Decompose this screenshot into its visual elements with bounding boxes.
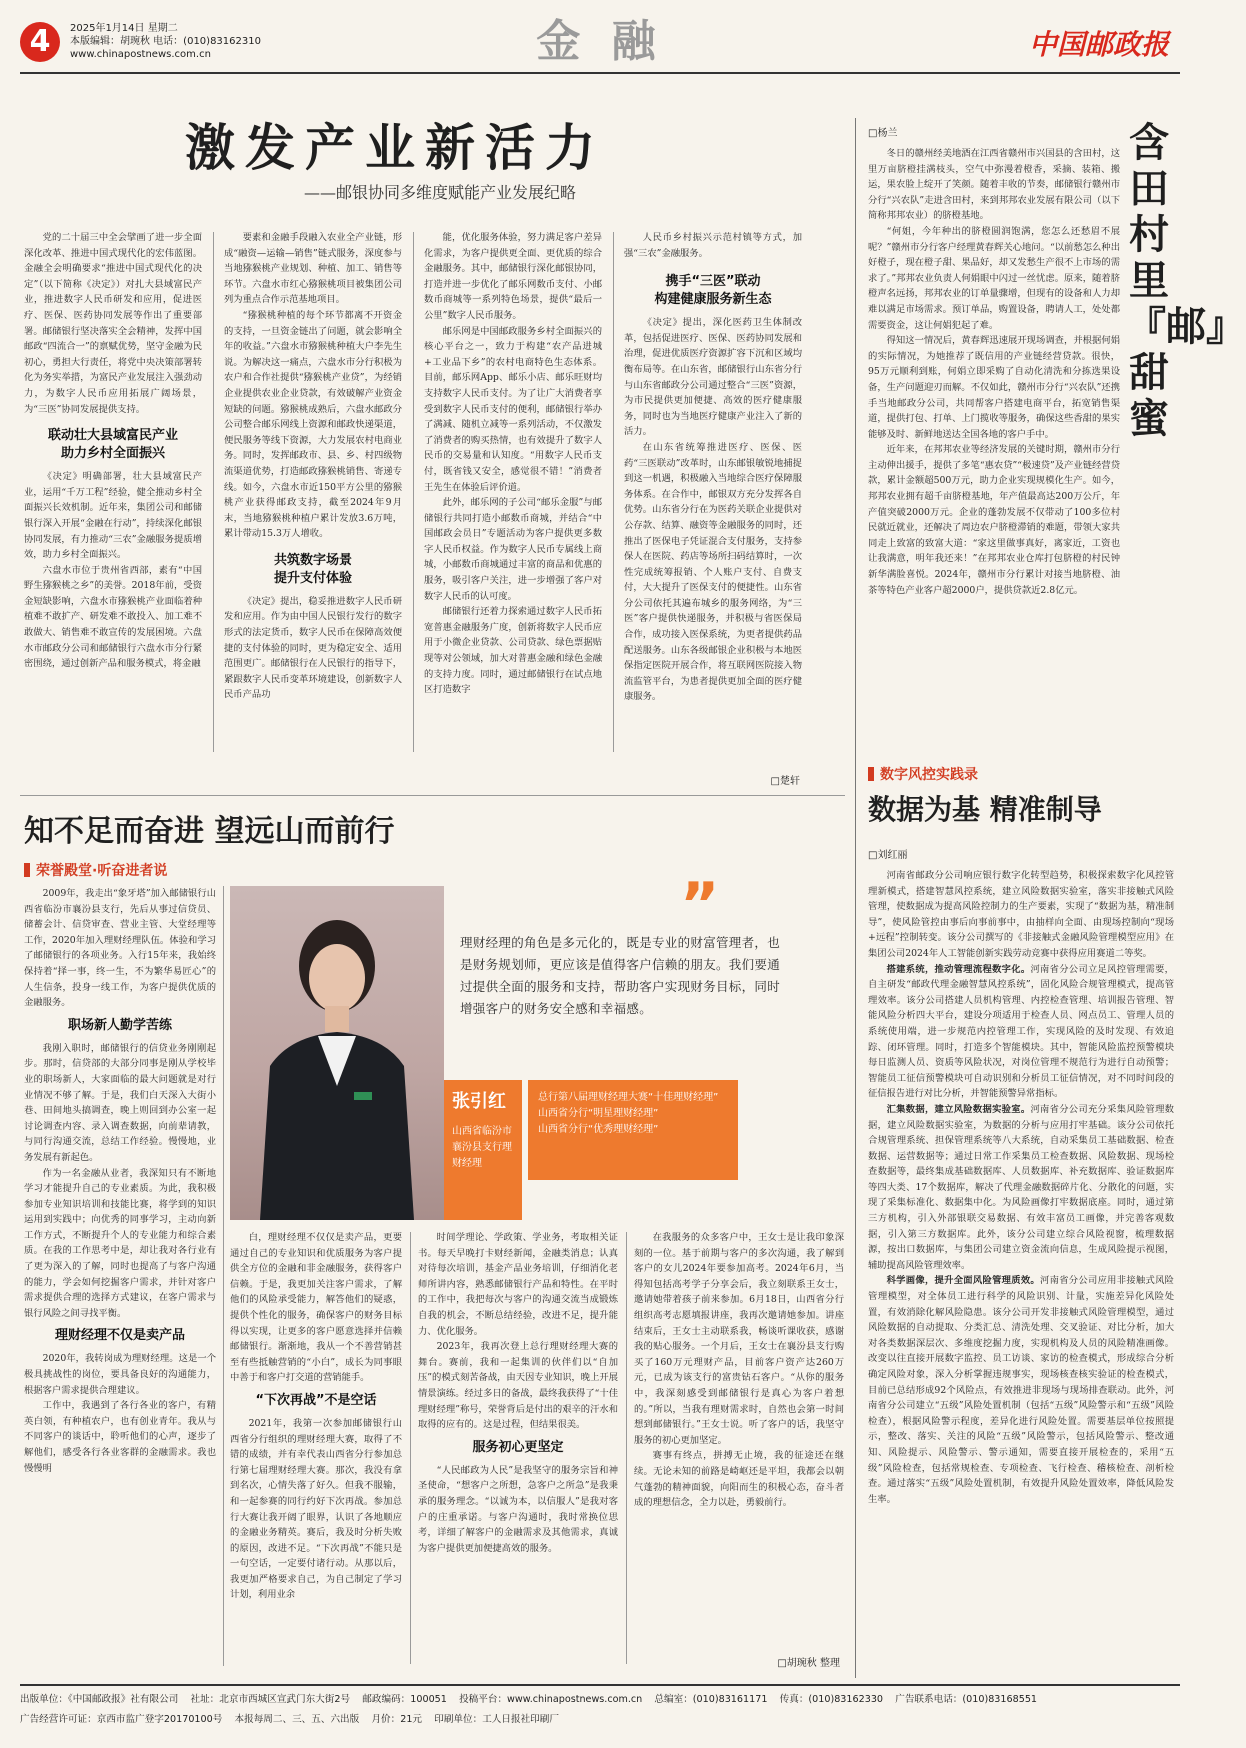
article2-column-3 (418, 1230, 618, 1670)
newspaper-logo: 中国邮政报 (1028, 28, 1169, 61)
sidebar2-tag (868, 764, 978, 784)
article2-paragraph: 赛事有终点，拼搏无止境，我的征途还在继续。无论未知的前路是崎岖还是平坦，我都会以朝气蓬勃的精神面貌，向阳而生的积极心态，奋斗者成的理想信念，全力以赴，勇毅前行。 (634, 1450, 844, 1509)
article1-paragraph: 能，优化服务体验，努力满足客户差异化需求，为客户提供更全面、更优质的综合金融服务。其中，邮储银行深化邮银协同，打造并进一步优化了邮乐网数币支付、小邮数币商城等一系列特色场景，提供“最后一公里”数字人民币服务。 (424, 232, 602, 321)
article2-paragraph: 在我服务的众多客户中，王女士是让我印象深刻的一位。基于前期与客户的多次沟通，我了解到客户的女儿2024年要参加高考。2024年6月，当得知包括高考学子分享会后，我立刻联系王女士，邀请她带着孩子前来参加。6月18日，山西省分行组织高考志愿填报讲座，我再次邀请她参加。讲座结束后，王女士主动联系我，畅谈听课收获，感谢我的贴心服务。一个月后，王女士在襄汾县支行购买了160万元理财产品，目前客户资产达260万元，已成为该支行的富贵钻石客户。“从你的服务中，我深刻感受到邮储银行是真心为客户着想的。”所以，当我有理财需求时，自然也会第一时间想到邮储银行。”王女士说。听了客户的话，我坚守服务的初心更加坚定。 (634, 1232, 844, 1446)
article2-tag (24, 860, 167, 880)
article2-paragraph: 时间学理论、学政策、学业务，考取相关证书。每天早晚打卡财经新闻，金融类消息；认真对待每次培训，基金产品业务培训，仔细消化老师所讲内容，熟悉邮储银行产品和特性。在平时的工作中，我把每次与客户的沟通交流当成锻炼自我的机会，不断总结经验，改进不足，提升能力、优化服务。 (418, 1232, 618, 1337)
article2-paragraph: 2020年，我转岗成为理财经理。这是一个极具挑战性的岗位，要具备良好的沟通能力，根据客户需求提供合理建议。 (24, 1353, 216, 1396)
article2-author: □胡琬秋 整理 (777, 1658, 840, 1669)
article1-column-2 (224, 230, 402, 770)
column-divider (410, 1232, 411, 1664)
article1-column-3 (424, 230, 602, 770)
article1-paragraph: 《决定》明确部署，壮大县域富民产业，运用“千万工程”经验，健全推动乡村全面振兴长效机制。近年来，集团公司和邮储银行深入开展“金融在行动”，持续深化邮银协同发展，有力推动“三农”金融服务提质增效，助力乡村全面振兴。 (24, 471, 202, 561)
sidebar1-body (868, 146, 1120, 726)
article2-paragraph: 2009年，我走出“象牙塔”加入邮储银行山西省临汾市襄汾县支行，先后从事过信贷员、储蓄会计、信贷审查、营业主管、大堂经理等工作，2020年加入理财经理队伍。体验和学习了邮储银行的各项业务。入行15年来，我始终保持着“择一事，终一生，不为繁华易匠心”的人生信条，投身一线工作，为客户提供优质的金融服务。 (24, 888, 216, 1009)
article2-title: 知不足而奋进 望远山而前行 (24, 814, 395, 849)
article2-paragraph: “人民邮政为人民”是我坚守的服务宗旨和神圣使命，“想客户之所想，急客户之所急”是我秉承的服务理念。“以诚为本，以信服人”是我对客户的庄重承诺。与客户沟通时，我时常换位思考，详细了解客户的金融需求及其他需求，真诚为客户提供更加便捷高效的服务。 (418, 1464, 618, 1554)
article1-paragraph: 人民币乡村振兴示范村镇等方式，加强“三农”金融服务。 (624, 232, 802, 259)
tag-marker (24, 863, 30, 877)
profile-org: 山西省临汾市襄汾县支行理财经理 (452, 1126, 512, 1169)
sidebar2-item (868, 962, 1174, 1102)
article1-title: 激发产业新活力 (185, 118, 605, 177)
article1-paragraph: 党的二十届三中全会擘画了进一步全面深化改革、推进中国式现代化的宏伟蓝图。金融全会明确要求“推进中国式现代化的决定”（以下简称《决定》）对扎大县域富民产业，推进数字人民币研发和应用，促进医疗、医保、医药协同发展等作出了重要部署。邮储银行坚决落实全会精神，发挥中国邮政“四流合一”的禀赋优势，坚守金融为民初心，勇担大行责任，将党中央决策部署转化为务实举措，为富民产业发展注入强劲动力，为数字人民币应用拓展广阔场景，为“三医”协同发展提供支持。 (24, 232, 202, 415)
article2-column-2 (230, 1230, 402, 1670)
article2-subheading: 职场新人勤学苦练 (67, 1017, 172, 1033)
sidebar2-item-text: 河南省分公司充分采集风险管理数据，建立风险数据实验室，为数据的分析与应用打牢基础。该分公司依托合规管理系统、担保管理系统等八大系统，自动采集员工基础数据、检查数据、运营数据等；通过日常工作采集员工检查数据、风险数据、现场检查数据等，最终集成基础数据库、人员数据库、补充数据库、验证数据库等四大类、17个数据库，解决了代理金融数据碎片化、分散化的问题，实现了采集标准化、数据集中化。为风险画像打牢数据底座。同时，通过第三方机构，引入外部银联交易数据、有效丰富员工画像，并完善客观数据，引入第三方数据库。此外，该分公司建立综合风险视窗，梳理数据源，按出口数据库，与集团公司建立资金流向信息，生成风险提示视图，辅助提高风险管理效率。 (868, 1103, 1174, 1271)
sidebar1-paragraph: 近年来，在邦邦农业等经济发展的关键时期，赣州市分行主动伸出援手，提供了多笔“惠农贷”“极速贷”及产业链经营贷款，累计金额超500万元，助力企业实现规模化生产。如今，邦邦农业拥有超千亩脐橙基地，年产值最高达200万公斤，年产值突破2000万元。企业的蓬勃发展不仅带动了100多位村民就近就业，还解决了周边农户脐橙滞销的难题，带领大家共同走上致富的致富大道：“家这里做事真好，离家近，工资也让我满意，明年我还来！”在邦邦农业仓库打包脐橙的村民钟新华满脸喜悦。2024年，赣州市分行累计对接当地脐橙、油茶等特色产业客户超2000户，提供贷款近2.8亿元。 (868, 444, 1120, 596)
article1-column-4 (624, 230, 802, 770)
article1-paragraph: 《决定》提出，稳妥推进数字人民币研发和应用。作为由中国人民银行发行的数字形式的法定货币，数字人民币在保障高效便捷的支付体验的同时，更为稳定安全、适用范围更广。邮储银行在人民银行的指导下，紧跟数字人民币变革环境建设，创新数字人民币产品功 (224, 595, 402, 701)
sidebar2-item (868, 1273, 1174, 1507)
profile-name: 张引红 (452, 1091, 506, 1112)
article2-paragraph: 工作中，我遇到了各行各业的客户，有精英白领，有种植农户，也有创业青年。我从与不同客户的谈话中，聆听他们的心声，逐步了解他们，感受各行各业客群的金融需求。我也慢慢明 (24, 1400, 216, 1474)
article2-subheading: 理财经理不仅是卖产品 (54, 1328, 185, 1344)
article1-subheading: 联动壮大县域富民产业 助力乡村全面振兴 (47, 428, 178, 462)
section-title: 金 融 (536, 16, 664, 67)
header-rule (20, 72, 1180, 74)
honor-item: 山西省分行“明星理财经理” (538, 1108, 659, 1119)
article1-subtitle: ——邮银协同多维度赋能产业发展纪略 (303, 183, 576, 202)
footer-rule (20, 1684, 1180, 1686)
pull-quote: 理财经理的角色是多元化的，既是专业的财富管理者，也是财务规划师，更应该是值得客户信赖的朋友。我们要通过提供全面的服务和支持，帮助客户实现财务目标，同时增强客户的财务安全感和幸福感。 (460, 935, 781, 1016)
person-silhouette-icon (230, 886, 444, 1220)
article1-column-1 (24, 230, 202, 770)
sidebar1-paragraph: 得知这一情况后，黄春辉迅速展开现场调查，并根据何娟的实际情况，为她推荐了既信用的产业链经营贷款。很快，95万元顺利到账，何娟立即采购了自动化清洗和分拣选果设备，生产问题迎刃而解。不仅如此，赣州市分行“兴农队”还携手当地邮政分公司，共同帮客户搭建电商平台，拓宽销售渠道，提供打包、打单、上门揽收等服务，确保这些香甜的果实能够及时、新鲜地送达全国各地的客户手中。 (868, 335, 1120, 440)
page-number-badge (20, 22, 60, 62)
column-divider (223, 886, 224, 1666)
editor-line: 本版编辑：胡琬秋 电话：(010)83162310 (70, 36, 261, 47)
sidebar1-title: 含田村里『邮』甜蜜 (1126, 119, 1246, 442)
article2-top-rule (20, 795, 845, 796)
article2-paragraph: 2023年，我再次登上总行理财经理大赛的舞台。赛前，我和一起集训的伙伴们以“自加压”的模式刻苦备战，由天因专业知识，晚上开展情景演练。经过多日的备战，最终我获得了“十佳理财经理”称号，荣誉背后是付出的艰辛的汗水和取得的应有的。这是过程，但结果很美。 (418, 1341, 618, 1431)
article2-paragraph: 作为一名金融从业者，我深知只有不断地学习才能提升自己的专业素质。为此，我积极参加专业知识培训和技能比赛，将学到的知识运用到实践中；向优秀的同事学习，主动向新工作方式，不断提升个人的专业能力和综合素质。在我的工作思考中是，却让我对各行业有了更为深入的了解，同时也提高了与客户沟通的能力，学会如何挖掘客户需求，并针对客户需求提供合理的选择方式建议，在客户需求与银行风险之间寻找平衡。 (24, 1167, 216, 1319)
sidebar2-author: □刘红丽 (868, 850, 908, 861)
issue-date: 2025年1月14日 星期二 (70, 23, 178, 34)
article2-subheading: 服务初心更坚定 (472, 1439, 564, 1455)
column-divider (413, 232, 414, 752)
article1-paragraph: 邮乐网是中国邮政服务乡村全面振兴的核心平台之一，致力于构建“农产品进城+工业品下乡”的农村电商特色生态体系。目前，邮乐网App、邮乐小店、邮乐旺财均支持数字人民币支付。为了让广大消费者享受到数字人民币支付的便利，邮储银行举办了满减、随机立减等一系列活动，不仅激发了消费者的购买热情，也有效提升了数字人民币的交易量和认知度。“用数字人民币支付，既省钱又安全，感觉很不错！”消费者王先生在体验后评价道。 (424, 325, 602, 493)
sidebar1-paragraph: “何姐，今年种出的脐橙圆润饱满，您怎么还愁眉不展呢？”赣州市分行客户经理黄春辉关心地问。“以前愁怎么种出好橙子，现在橙子甜、果品好，却又发愁生产很不上市场的需求了。”邦邦农业负责人何娟眼中闪过一丝忧虑。原来，随着脐橙声名远扬，邦邦农业的订单量骤增，但现有的设备和人力却难以满足市场需求。预订单品，购置设备，聘请人工，处处都需要资金，这让何娟犯起了难。 (868, 225, 1120, 331)
portrait-photo (230, 886, 444, 1220)
sidebar2-item-lead: 搭建系统，推动管理流程数字化。 (886, 963, 1031, 975)
sidebar2-tag-text: 数字风控实践录 (880, 767, 978, 783)
honor-item: 总行第八届理财经理大赛“十佳理财经理” (538, 1092, 719, 1103)
article1-paragraph: 要素和金融手段融入农业全产业链，形成“融资—运输—销售”链式服务，深度参与当地猕猴桃产业规划、种植、加工、销售等环节。六盘水市红心猕猴桃项目被集团公司列为重点合作示范基地项目。 (224, 232, 402, 306)
sidebar2-item-lead: 汇集数据，建立风险数据实验室。 (886, 1103, 1031, 1115)
footer-license-line: 广告经营许可证：京西市监广登字20170100号 本报每周二、三、五、六出版 月价：21元 印刷单位：工人日报社印刷厂 (20, 1714, 559, 1725)
sidebar2-title: 数据为基 精准制导 (868, 793, 1102, 826)
article1-author: □楚轩 (770, 776, 800, 787)
article2-column-1 (24, 886, 216, 1674)
article2-column-4 (634, 1230, 844, 1650)
sidebar2-item-text: 河南省分公司立足风控管理需要，自主研发“邮政代理金融智慧风控系统”，固化风险合规管理模式，提高管理效率。该分公司搭建人员机构管理、内控检查管理、培训报告管理、智能风险分析四大平台，建设分项适用于检查人员、网点员工、管理人员的系统使用端，进一步规范内控管理工作，实现风险的及时发现、有效追踪、闭环管理。同时，打造多个智能模块。其中，智能风险监控预警模块每日监测人员、资质等风险状况，对岗位管理不规范行为进行自动预警；智能员工征信预警模块可自动识别和分析员工征信情况，对不同时间段的征信报告进行对比分析，并智能预警异常指标。 (868, 963, 1174, 1100)
sidebar2-body (868, 868, 1174, 1678)
column-divider (213, 232, 214, 752)
article1-paragraph: 六盘水市位于贵州省西部，素有“中国野生猕猴桃之乡”的美誉。2018年前，受资金短缺影响，六盘水市猕猴桃产业面临着种植难不敢扩产、研发难不敢投入、加工难不敢做大、销售难不敢宣传的发展困境。六盘水市邮政分公司和邮储银行六盘水市分行紧密围绕，通过创新产品和服务模式，将金融 (24, 564, 202, 670)
article1-paragraph: 邮储银行还着力探索通过数字人民币拓宽普惠金融服务广度，创新将数字人民币应用于小微企业贷款、公司贷款、绿色票据贴现等对公领域，加大对普惠金融和绿色金融的支持力度。同时，通过邮储银行在试点地区打造数字 (424, 606, 602, 696)
article1-paragraph: 《决定》提出，深化医药卫生体制改革，包括促进医疗、医保、医药协同发展和治理，促进优质医疗资源扩容下沉和区域均衡布局等。在山东省，邮储银行山东省分行与山东省邮政分公司通过整合“三医”资源，为市民提供更加便捷、高效的医疗健康服务，同时也为当地医疗健康产业注入了新的活力。 (624, 317, 802, 438)
sidebar2-intro: 河南省邮政分公司响应银行数字化转型趋势，积极探索数字化风控管理新模式，搭建智慧风控系统，建立风险数据实验室，落实非接触式风险管理，使数据成为提高风险控制力的生产要素，实现了“数据为基，精准制导”，使风险管控由事后向事前事中，由抽样向全面、由现场控制向“现场+远程”控制转变。该分公司撰写的《非接触式金融风险管理模型应用》在集团公司2024年人工智能创新实践劳动竞赛中获得应用赛道二等奖。 (868, 870, 1174, 959)
article1-paragraph: 此外，邮乐网的子公司“邮乐金服”与邮储银行共同打造小邮数币商城，并结合“中国邮政会员日”专题活动为客户提供更多数字人民币权益。作为数字人民币专属线上商城，小邮数币商城通过丰富的商品和优惠的服务，吸引客户关注，进一步增强了客户对数字人民币的认可度。 (424, 497, 602, 602)
article2-tag-text: 荣誉殿堂·听奋进者说 (36, 863, 168, 879)
article1-paragraph: 在山东省统筹推进医疗、医保、医药“三医联动”改革时，山东邮银敏锐地捕捉到这一机遇，积极融入当地综合医疗保障服务体系。在合作中，邮银双方充分发挥各自优势。山东省分行在为医药关联企业提供对公存款、结算、融资等金融服务的同时，还推出了医保电子凭证混合支付服务，支持参保人在医院、药店等场所扫码结算时，一次性完成统筹报销、个人账户支付、自费支付，大大提升了医保支付的便捷性。山东省分公司依托其遍布城乡的服务网络，为“三医”客户提供快递服务，并积极与省医保局合作，成功接入医保系统，为更者提供药品配送服务。山东各级邮银企业积极与本地医保指定医院开展合作，将互联网医院接入物流监管平台，为患者提供更加全面的医疗健康服务。 (624, 441, 802, 703)
sidebar2-item (868, 1102, 1174, 1274)
header-meta (70, 22, 261, 61)
article2-paragraph: 白，理财经理不仅仅是卖产品，更要通过自己的专业知识和优质服务为客户提供全方位的金融和非金融服务，获得客户信赖。于是，我更加关注客户需求，了解他们的风险承受能力，解答他们的疑惑，提供个性化的服务，确保客户的财务目标得以实现，让更多的客户愿意选择并信赖邮储银行。渐渐地，我从一个不善营销甚至有些抵触营销的“小白”，成长为同事眼中善于和客户打交道的营销能手。 (230, 1232, 402, 1384)
sidebar2-item-lead: 科学画像，提升全面风险管理质效。 (886, 1275, 1041, 1287)
website-link[interactable]: www.chinapostnews.com.cn (70, 49, 211, 60)
sidebar-divider (855, 118, 856, 1678)
article2-paragraph: 我刚入职时，邮储银行的信贷业务刚刚起步。那时，信贷部的大部分同事是刚从学校毕业的职场新人，大家面临的最大问题就是对行业情况不够了解。于是，我们白天深入大街小巷、田间地头搞调查，晚上则回到办公室一起讨论调查内容、录入调查数据，向前辈请教，与同行沟通交流，总结工作经验。慢慢地，业务发展有新起色。 (24, 1042, 216, 1163)
profile-name-card (444, 1080, 522, 1220)
sidebar1-author: □杨兰 (868, 128, 898, 139)
honor-item: 山西省分行“优秀理财经理” (538, 1124, 659, 1135)
footer-publisher-line: 出版单位：《中国邮政报》社有限公司 社址：北京市西城区宣武门东大街2号 邮政编码：100051 投稿平台：www.chinapostnews.com.cn 总编室：(010)83161171 传真：(010)83162330 广告联系电话：(010)83168551 (20, 1694, 1038, 1705)
article1-subheading: 携手“三医”联动 构建健康服务新生态 (654, 274, 772, 308)
article1-paragraph: “猕猴桃种植的每个环节都离不开资金的支持，一旦资金链出了问题，就会影响全年的收益。”六盘水市猕猴桃种植大户李先生说。为解决这一痛点，六盘水市分行积极为农户和合作社提供“猕猴桃产业贷”，为经销企业提供农业企业贷款，有效破解产业资金短缺的问题。猕猴桃成熟后，六盘水邮政分公司整合邮乐网线上资源和邮政快递渠道，便民服务等线下资源，大力发展农村电商业务。同时，发挥邮政市、县、乡、村四级物流渠道优势，打造邮政猕猴桃销售、寄递专线。如今，六盘水市近150平方公里的猕猴桃产业获得邮政支持，截至2024年9月末，当地猕猴桃种植户累计发放3.6万吨，累计带动15.3万人增收。 (224, 309, 402, 540)
page-number: 4 (29, 24, 51, 59)
article2-subheading: “下次再战”不是空话 (255, 1392, 377, 1408)
sidebar2-item-text: 河南省分公司应用非接触式风险管理模型，对全体员工进行科学的风险识别、计量，实施差异化风险处置，有效消除化解风险隐患。该分公司开发非接触式风险管理模型，通过风险数据的自动提取、分类汇总、清洗处理、交叉验证、对比分析，加大对各类数据深层次、多维度挖掘力度，实现机构及人员的风险精准画像。改变以往直接开展数字监控、员工访谈、家访的检查模式，形成综合分析确定风险对象，深入分析掌握违规事实，现场核查核实验证的检查模式，目前已总结形成92个风险点，有效推进非现场与现场排查联动。此外，河南省分公司建立“五级”风险处置机制（包括“五级”风险警示和“五级”风险检查），根据风险警示程度，差异化进行风险处置。需要基层单位按照提示，整改、落实、关注的风险“五级”风险警示，包括风险警示、整改通知、风险提示、风险警示、警示通知，需要直接开展检查的，采用“五级”风险检查，包括常规检查、专项检查、飞行检查、稽核检查、剖析检查。通过落实“五级”风险处置机制，有效提升风险处置效率，降低风险发生率。 (868, 1275, 1174, 1505)
column-divider (613, 232, 614, 752)
article2-paragraph: 2021年，我第一次参加邮储银行山西省分行组织的理财经理大赛，取得了不错的成绩，并有幸代表山西省分行参加总行第七届理财经理大赛。那次，我没有拿到名次，心情失落了好久。但我不服输，和一起参赛的同行约好下次再战。参加总行大赛让我开阔了眼界，认识了各地顺应的金融业务精英。赛后，我及时分析失败的原因，改进不足。“下次再战”不能只是一句空话，一定要付诸行动。从那以后，我更加严格要求自己，为自己制定了学习计划，利用业余 (230, 1417, 402, 1601)
article1-subheading: 共筑数字场景 提升支付体验 (273, 552, 352, 586)
tag-marker (868, 767, 874, 781)
column-divider (626, 1232, 627, 1664)
quote-mark-icon: ” (680, 870, 720, 940)
sidebar1-paragraph: 冬日的赣州经美地酒在江西省赣州市兴国县的含田村，这里万亩脐橙挂满枝头，空气中弥漫着橙香，采摘、装箱、搬运，果农脸上绽开了笑颜。随着丰收的节奏，邮储银行赣州市分行“兴农队”走进含田村，来到邦邦农业发展有限公司（以下简称邦邦农业）的脐橙基地。 (868, 148, 1120, 222)
profile-honors-card (528, 1080, 738, 1180)
